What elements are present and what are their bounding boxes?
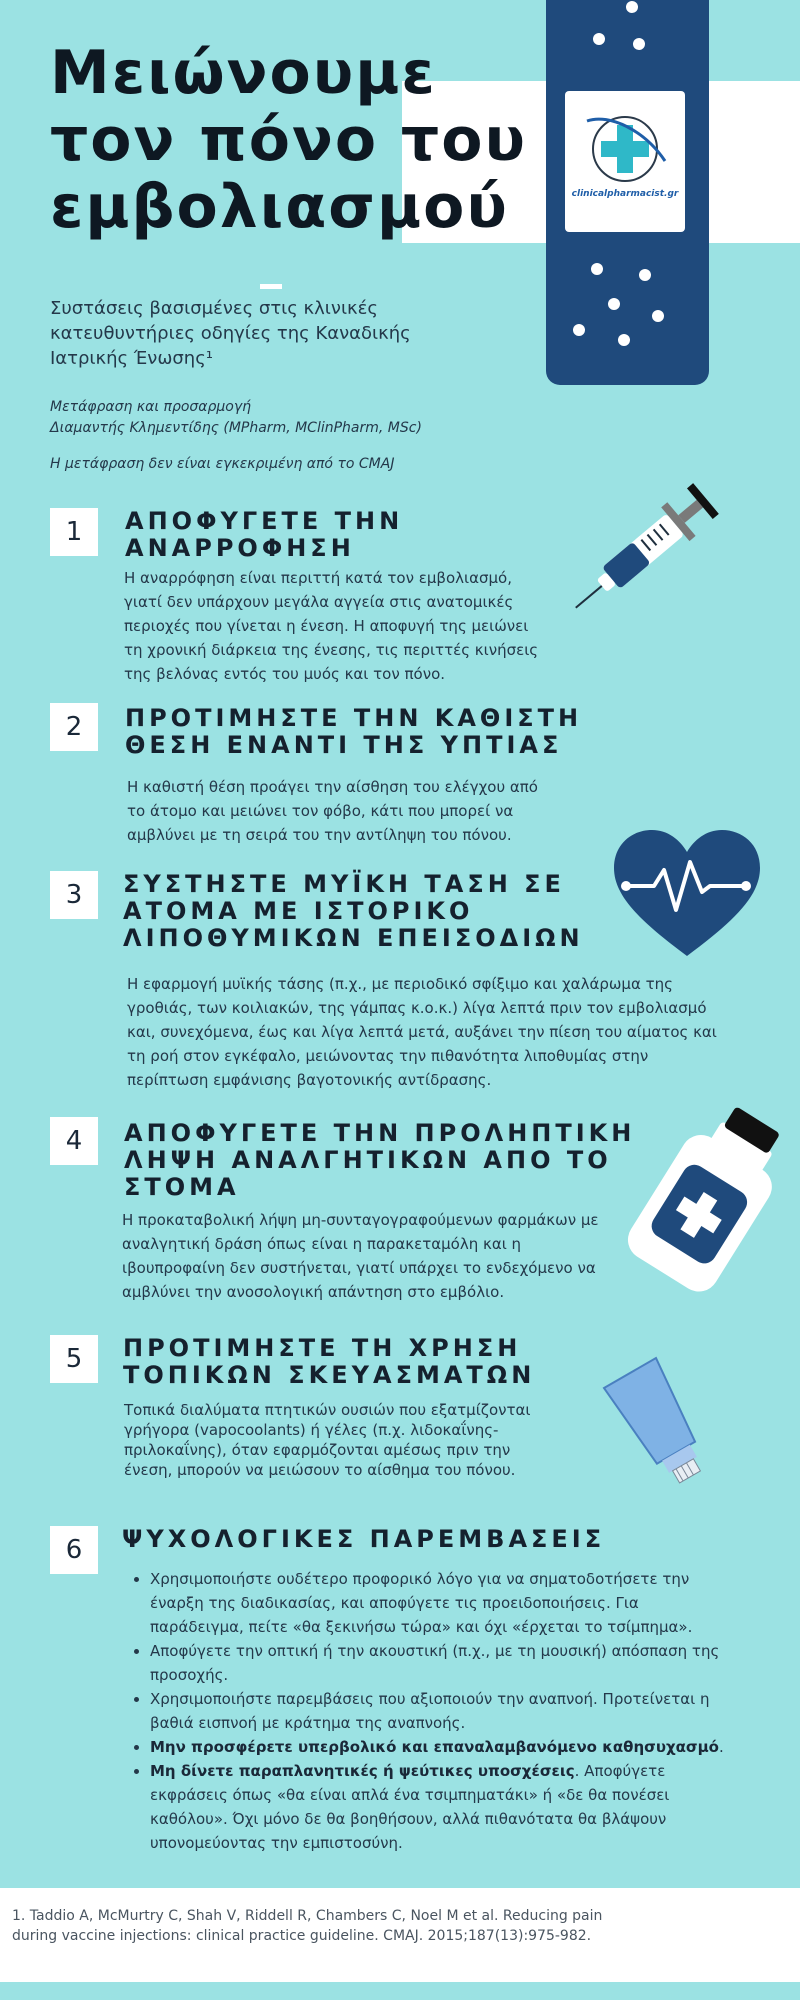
heading-line: ΑΝΑΡΡΟΦΗΣΗ [125,534,355,562]
bandage-dot [618,334,630,346]
body-line: και, συνεχόμενα, έως και λίγα λεπτά μετά, αυξάνει την πίεση του αίματος και [127,1023,717,1041]
body-line: γιατί δεν υπάρχουν μεγάλα αγγεία στις ανατομικές [124,593,514,611]
reference-text [12,1906,602,1946]
medical-cross-icon [565,91,685,191]
heading-line: ΣΥΣΤΗΣΤΕ ΜΥΪΚΗ ΤΑΣΗ ΣΕ [123,870,565,898]
body-line: τη ροή στον εγκέφαλο, μειώνοντας την πιθανότητα λιποθυμίας στην [127,1047,649,1065]
list-item [150,1759,728,1855]
body-line: γροθιάς, των κοιλιακών, της γάμπας κ.ο.κ.) λίγα λεπτά πριν τον εμβολιασμό [127,999,707,1017]
body-line: αμβλύνει την ανοσολογική απάντηση στο εμβόλιο. [122,1283,505,1301]
section-number: 2 [50,703,98,751]
heading-line: ΘΕΣΗ ΕΝΑΝΤΙ ΤΗΣ ΥΠΤΙΑΣ [125,731,563,759]
list-item [150,1735,728,1759]
bandage-dot [573,324,585,336]
tip-text: Αποφύγετε την οπτική ή την ακουστική (π.χ., με τη μουσική) απόσπαση της προσοχής. [150,1642,720,1684]
tip-emphasis: Μη δίνετε παραπλανητικές ή ψεύτικες υποσχέσεις [150,1762,575,1780]
tip-text: Χρησιμοποιήστε παρεμβάσεις που αξιοποιούν την αναπνοή. Προτείνεται η βαθιά εισπνοή με κράτημα της αναπνοής. [150,1690,710,1732]
page-title [50,38,527,242]
bandage-dot [591,263,603,275]
body-line: γρήγορα (vapocoolants) ή γέλες (π.χ. λιδοκαΐνης- [124,1421,499,1439]
tip-text: Χρησιμοποιήστε ουδέτερο προφορικό λόγο για να σηματοδοτήσετε την έναρξη της διαδικασίας, και αποφύγετε τις προειδοποιήσεις. Για παράδειγμα, πείτε «θα ξεκινήσω τώρα» και όχι «έρχεται το τσίμπημα». [150,1570,693,1636]
heading-line: ΣΤΟΜΑ [124,1173,240,1201]
section-heading [123,871,584,952]
body-line: Η αναρρόφηση είναι περιττή κατά τον εμβολιασμό, [124,569,512,587]
reference-line: 1. Taddio A, McMurtry C, Shah V, Riddell R, Chambers C, Noel M et al. Reducing pain [12,1908,603,1924]
section-body [122,1208,599,1304]
subtitle-line: κατευθυντήριες οδηγίες της Καναδικής [50,323,411,344]
heart-pulse-icon [610,826,765,961]
credit-line: Μετάφραση και προσαρμογή [50,399,252,415]
bandage-dot [633,38,645,50]
body-line: Η καθιστή θέση προάγει την αίσθηση του ελέγχου από [127,778,538,796]
section-heading [124,1120,635,1201]
body-line: Η εφαρμογή μυϊκής τάσης (π.χ., με περιοδικό σφίξιμο και χαλάρωμα της [127,975,673,993]
title-line: εμβολιασμού [50,172,509,242]
body-line: το άτομο και μειώνει τον φόβο, κάτι που μπορεί να [127,802,514,820]
title-line: τον πόνο του [50,105,527,175]
bandage-dot [593,33,605,45]
tip-text: . Αποφύγετε εκφράσεις όπως «θα είναι απλά ένα τσιμπηματάκι» ή «δε θα πονέσει καθόλου». Όχι μόνο δε θα βοηθήσουν, αλλά πιθανότατα θα βλάψουν υπονομεύοντας την εμπιστοσύνη. [150,1762,670,1852]
subtitle [50,296,490,371]
heading-line: ΠΡΟΤΙΜΗΣΤΕ ΤΗ ΧΡΗΣΗ [123,1334,522,1362]
pill-bottle-icon [620,1105,795,1295]
logo-text: clinicalpharmacist.gr [571,189,679,199]
section-number: 1 [50,508,98,556]
body-line: περίπτωση εμφάνισης βαγοτονικής αντίδρασης. [127,1071,492,1089]
body-line: αμβλύνει με τη σειρά του την αντίληψη του πόνου. [127,826,512,844]
heading-line: ΛΙΠΟΘΥΜΙΚΩΝ ΕΠΕΙΣΟΔΙΩΝ [123,924,584,952]
section-body [124,566,538,686]
section-body [127,972,717,1092]
body-line: ιβουπροφαίνη δεν συστήνεται, γιατί υπάρχει το ενδεχόμενο να [122,1259,596,1277]
bandage-dot [652,310,664,322]
bandage-dot [608,298,620,310]
section-heading [122,1526,605,1553]
section-body [127,775,538,847]
body-line: της βελόνας εντός του μυός και τον πόνο. [124,665,446,683]
syringe-icon [560,468,735,628]
section-heading [125,705,582,759]
approval-note: Η μετάφραση δεν είναι εγκεκριμένη από το CMAJ [50,456,395,472]
title-line: Μειώνουμε [50,38,437,108]
tip-emphasis: Μην προσφέρετε υπερβολικό και επαναλαμβανόμενο καθησυχασμό [150,1738,719,1756]
section-number: 4 [50,1117,98,1165]
section-heading [125,508,403,562]
section-number: 3 [50,871,98,919]
footer-reference [0,1888,800,1982]
subtitle-line: Ιατρικής Ένωσης¹ [50,348,213,369]
logo[interactable] [565,91,685,232]
body-line: Η προκαταβολική λήψη μη-συνταγογραφούμενων φαρμάκων με [122,1211,599,1229]
section-heading [123,1335,535,1389]
heading-line: ΛΗΨΗ ΑΝΑΛΓΗΤΙΚΩΝ ΑΠΟ ΤΟ [124,1146,612,1174]
heading-line: ΑΠΟΦΥΓΕΤΕ ΤΗΝ [125,507,404,535]
tip-text: . [718,1738,724,1756]
body-line: περιοχές που γίνεται η ένεση. Η αποφυγή της μειώνει [124,617,529,635]
ointment-tube-icon [600,1355,720,1495]
heading-line: ΑΤΟΜΑ ΜΕ ΙΣΤΟΡΙΚΟ [123,897,474,925]
subtitle-line: Συστάσεις βασισμένες στις κλινικές [50,298,378,319]
section-body [124,1400,531,1480]
body-line: ένεση, μπορούν να μειώσουν το αίσθημα του πόνου. [124,1461,516,1479]
heading-line: ΤΟΠΙΚΩΝ ΣΚΕΥΑΣΜΑΤΩΝ [123,1361,536,1389]
heading-line: ΨΥΧΟΛΟΓΙΚΕΣ ΠΑΡΕΜΒΑΣΕΙΣ [122,1525,606,1553]
translation-credit [50,397,422,439]
bandage-dot [639,269,651,281]
heading-line: ΠΡΟΤΙΜΗΣΤΕ ΤΗΝ ΚΑΘΙΣΤΗ [125,704,583,732]
tips-list [128,1567,728,1855]
body-line: πριλοκαΐνης), όταν εφαρμόζονται αμέσως πριν την [124,1441,511,1459]
section-number: 6 [50,1526,98,1574]
list-item [150,1687,728,1735]
list-item [150,1567,728,1639]
title-divider [260,284,282,289]
credit-line: Διαμαντής Κλημεντίδης (MPharm, MClinPharm, MSc) [50,420,422,436]
section-number: 5 [50,1335,98,1383]
reference-line: during vaccine injections: clinical practice guideline. CMAJ. 2015;187(13):975-982. [12,1928,592,1944]
body-line: τη χρονική διάρκεια της ένεσης, τις περιττές κινήσεις [124,641,539,659]
body-line: αναλγητική δράση όπως είναι η παρακεταμόλη και η [122,1235,522,1253]
psychological-tips [128,1567,728,1855]
heading-line: ΑΠΟΦΥΓΕΤΕ ΤΗΝ ΠΡΟΛΗΠΤΙΚΗ [124,1119,636,1147]
body-line: Τοπικά διαλύματα πτητικών ουσιών που εξατμίζονται [124,1401,531,1419]
list-item [150,1639,728,1687]
bandage-dot [626,1,638,13]
